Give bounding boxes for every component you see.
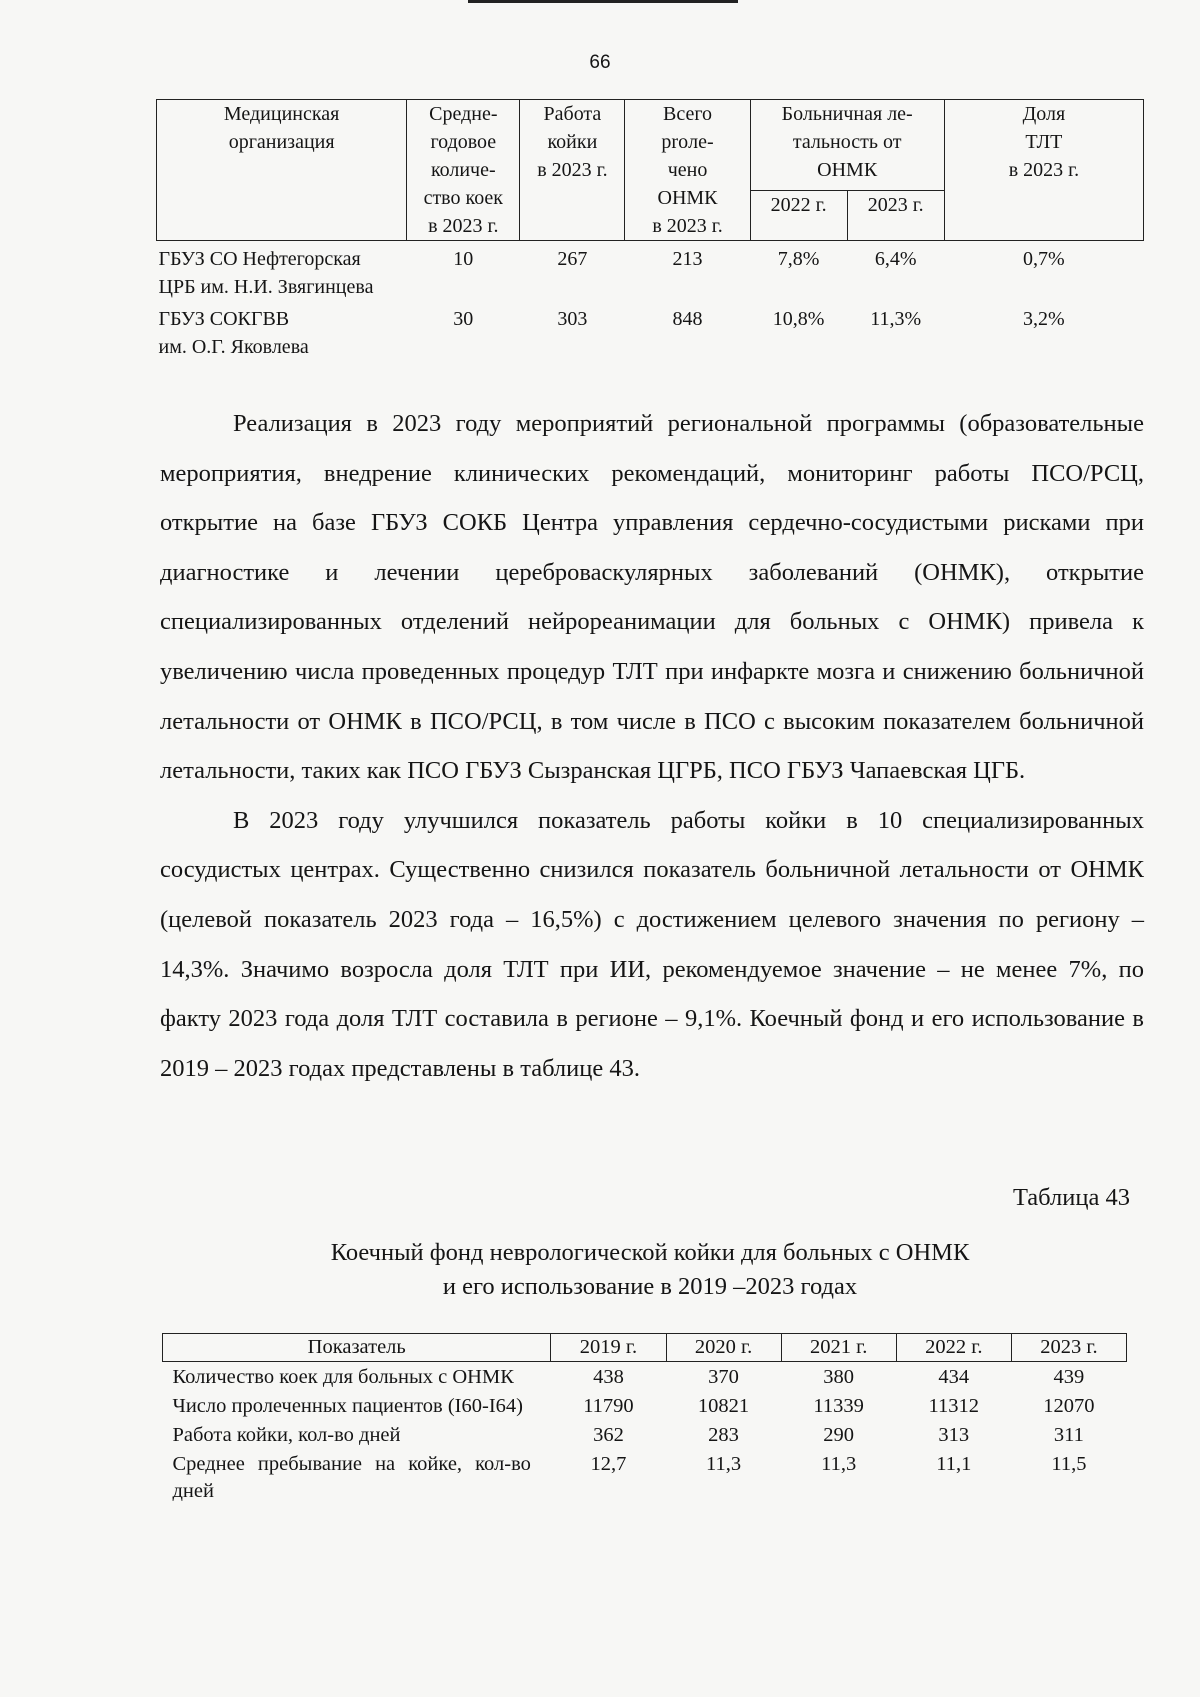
header-bed-work: Работа койки в 2023 г. bbox=[520, 100, 625, 241]
header-organization: Медицинская организация bbox=[157, 100, 407, 241]
cell-tlt-share: 0,7% bbox=[1023, 248, 1065, 270]
cell-value: 439 bbox=[1053, 1366, 1085, 1388]
cell-value: 11339 bbox=[813, 1395, 864, 1417]
cell-value: 12,7 bbox=[590, 1453, 627, 1475]
cell-value: 434 bbox=[938, 1366, 970, 1388]
table-row bbox=[163, 1449, 1127, 1505]
table-row bbox=[157, 241, 1144, 302]
table-row bbox=[163, 1362, 1127, 1392]
cell-value: 11,3 bbox=[821, 1453, 857, 1475]
header-year: 2023 г. bbox=[1011, 1334, 1126, 1362]
header-mortality-2023: 2023 г. bbox=[847, 190, 944, 240]
header-avg-beds: Средне- годовое количе- ство коек в 2023 г. bbox=[407, 100, 520, 241]
cell-value: 12070 bbox=[1043, 1395, 1095, 1417]
cell-indicator: Число пролеченных пациентов (I60-I64) bbox=[172, 1395, 523, 1417]
cell-value: 311 bbox=[1053, 1424, 1084, 1446]
cell-organization: ГБУЗ СОКГВВ им. О.Г. Яковлева bbox=[158, 308, 309, 358]
cell-value: 11,5 bbox=[1051, 1453, 1087, 1475]
cell-value: 11312 bbox=[928, 1395, 980, 1417]
cell-value: 380 bbox=[823, 1366, 855, 1388]
cell-organization: ГБУЗ СО Нефтегорская ЦРБ им. Н.И. Звягинцева bbox=[158, 248, 374, 298]
cell-tlt-share: 3,2% bbox=[1023, 308, 1065, 330]
header-mortality-2022: 2022 г. bbox=[750, 190, 847, 240]
bed-fund-table bbox=[162, 1333, 1127, 1505]
body-text bbox=[160, 399, 1144, 1093]
cell-indicator: Количество коек для больных с ОНМК bbox=[172, 1366, 514, 1388]
top-rule bbox=[468, 0, 738, 3]
table-title-line: Коечный фонд неврологической койки для больных с ОНМК bbox=[330, 1239, 970, 1266]
header-year: 2020 г. bbox=[666, 1334, 781, 1362]
page-number: 66 bbox=[589, 52, 611, 73]
cell-indicator: Среднее пребывание на койке, кол-во дней bbox=[172, 1453, 531, 1502]
cell-value: 11,3 bbox=[705, 1453, 742, 1475]
cell-mortality-2023: 6,4% bbox=[874, 248, 917, 270]
table-row bbox=[157, 301, 1144, 361]
cell-avg-beds: 10 bbox=[453, 248, 474, 270]
cell-bed-work: 303 bbox=[557, 308, 588, 330]
header-year: 2019 г. bbox=[551, 1334, 666, 1362]
cell-value: 11,1 bbox=[936, 1453, 972, 1475]
paragraph: В 2023 году улучшился показатель работы койки в 10 специализированных сосудистых центрах. Существенно снизился показатель больничной летальности от ОНМК (целевой показатель 2023 года – 16,5%) с достижением целевого значения по региону – 14,3%. Значимо возросла доля ТЛТ при ИИ, рекомендуемое значение – не менее 7%, по факту 2023 года доля ТЛТ составила в регионе – 9,1%. Коечный фонд и его использование в 2019 – 2023 годах представлены в таблице 43. bbox=[160, 806, 1144, 1082]
cell-value: 438 bbox=[593, 1366, 624, 1388]
cell-value: 10821 bbox=[697, 1395, 750, 1417]
cell-avg-beds: 30 bbox=[453, 308, 474, 330]
table-row bbox=[163, 1391, 1127, 1420]
header-year: 2022 г. bbox=[896, 1334, 1011, 1362]
cell-bed-work: 267 bbox=[557, 248, 588, 270]
header-treated: Всего proле- чено ОНМК в 2023 г. bbox=[625, 100, 750, 241]
table-title bbox=[150, 1236, 1150, 1304]
cell-mortality-2022: 10,8% bbox=[772, 308, 825, 330]
cell-mortality-2023: 11,3% bbox=[870, 308, 922, 330]
header-tlt-share: Доля ТЛТ в 2023 г. bbox=[944, 100, 1143, 241]
table-title-line: и его использование в 2019 –2023 годах bbox=[442, 1273, 858, 1300]
cell-value: 11790 bbox=[583, 1395, 634, 1417]
mortality-table bbox=[156, 99, 1144, 361]
cell-value: 362 bbox=[593, 1424, 624, 1446]
cell-mortality-2022: 7,8% bbox=[777, 248, 820, 270]
table-row bbox=[163, 1420, 1127, 1449]
cell-indicator: Работа койки, кол-во дней bbox=[172, 1424, 401, 1446]
cell-value: 290 bbox=[823, 1424, 855, 1446]
header-mortality-group: Больничная ле- тальность от ОНМК bbox=[750, 100, 944, 191]
header-indicator: Показатель bbox=[163, 1334, 551, 1362]
header-year: 2021 г. bbox=[781, 1334, 896, 1362]
cell-value: 313 bbox=[938, 1424, 970, 1446]
cell-treated: 848 bbox=[672, 308, 703, 330]
cell-treated: 213 bbox=[672, 248, 703, 270]
paragraph: Реализация в 2023 году мероприятий региональной программы (образовательные мероприятия, внедрение клинических рекомендаций, мониторинг работы ПСО/РСЦ, открытие на базе ГБУЗ СОКБ Центра управления сердечно-сосудистыми рисками при диагностике и лечении цереброваскулярных заболеваний (ОНМК), открытие специализированных отделений нейрореанимации для больных с ОНМК) привела к увеличению числа проведенных процедур ТЛТ при инфаркте мозга и снижению больничной летальности от ОНМК в ПСО/РСЦ, в том числе в ПСО с высоким показателем больничной летальности, таких как ПСО ГБУЗ Сызранская ЦГРБ, ПСО ГБУЗ Чапаевская ЦГБ. bbox=[160, 410, 1144, 785]
table-label: Таблица 43 bbox=[1012, 1184, 1130, 1211]
cell-value: 283 bbox=[708, 1424, 739, 1446]
cell-value: 370 bbox=[708, 1366, 739, 1388]
